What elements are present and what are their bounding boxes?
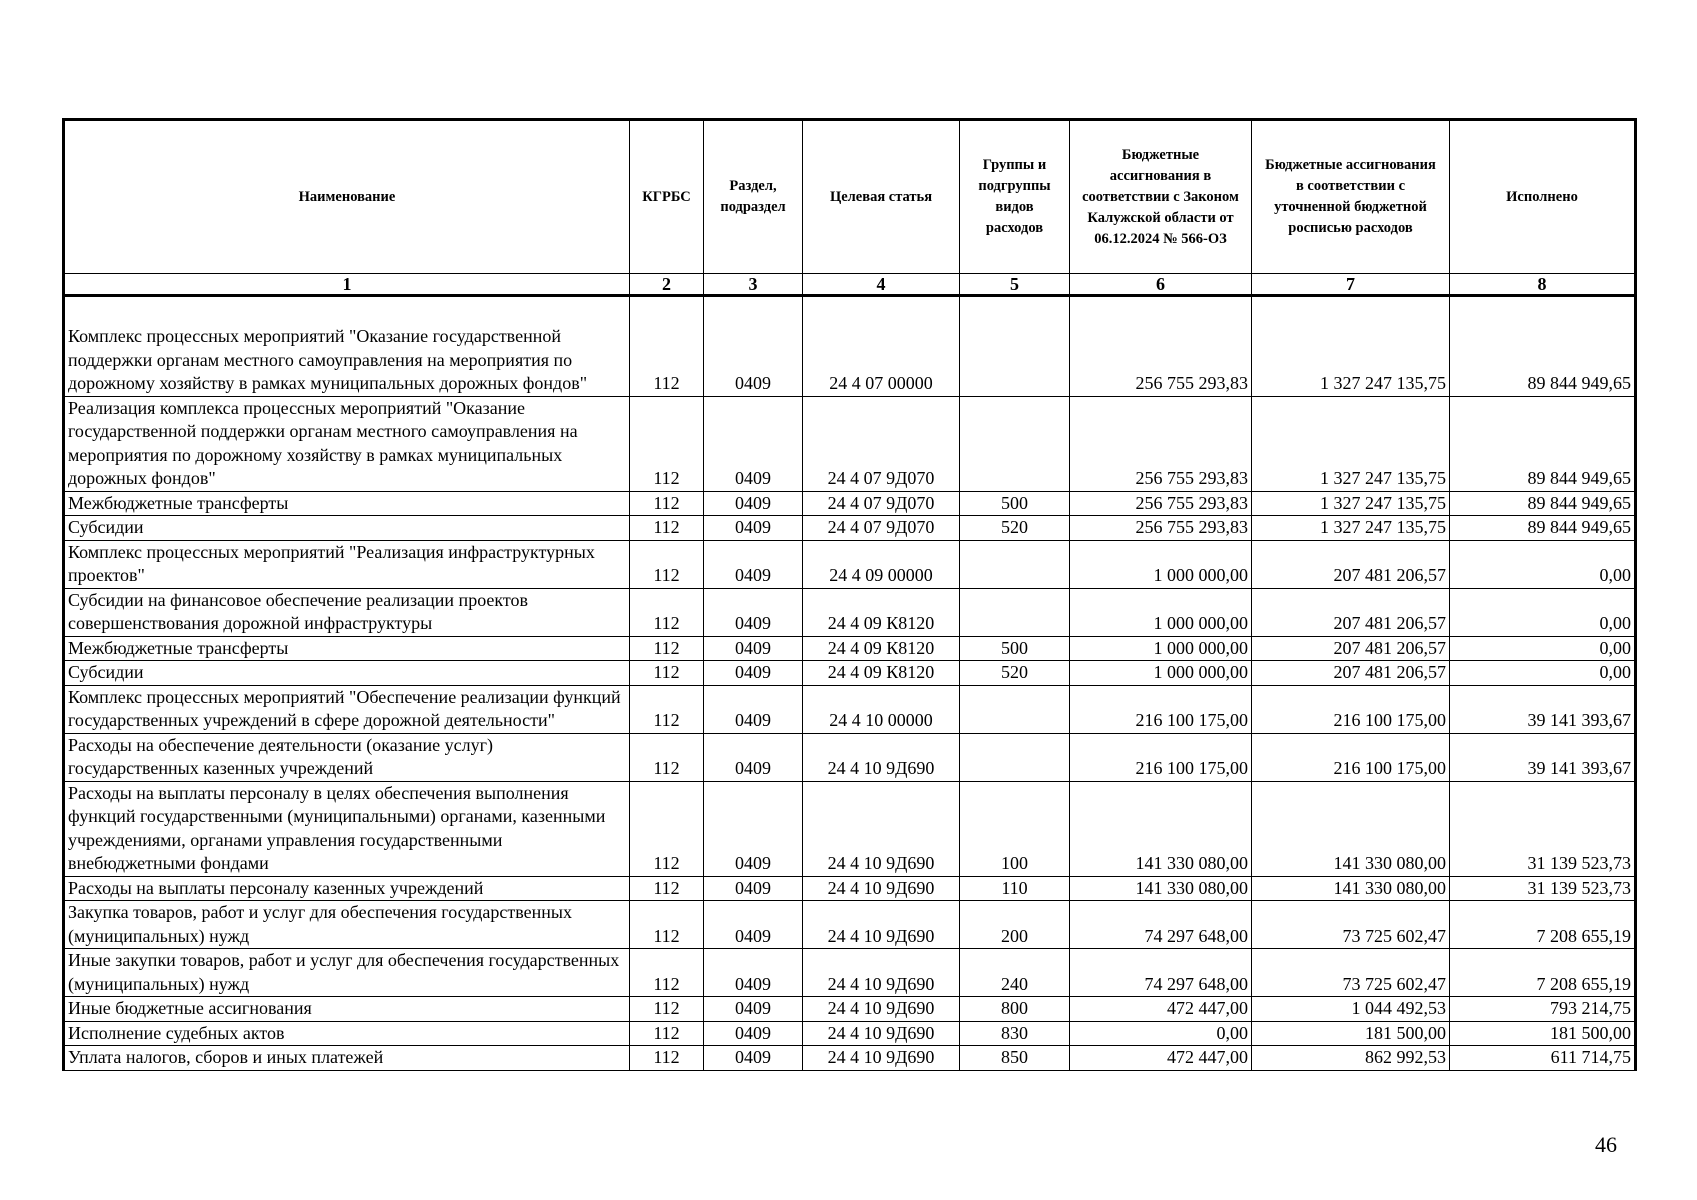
table-row: [64, 876, 1636, 901]
row-law-amount: 256 755 293,83: [1070, 516, 1252, 541]
table-row: [64, 516, 1636, 541]
row-refined-amount: 181 500,00: [1252, 1021, 1450, 1046]
row-section: 0409: [704, 661, 803, 686]
row-target: 24 4 07 9Д070: [803, 396, 960, 491]
row-target: 24 4 07 9Д070: [803, 491, 960, 516]
row-target: 24 4 09 К8120: [803, 636, 960, 661]
row-name: Исполнение судебных актов: [64, 1021, 630, 1046]
row-law-amount: 216 100 175,00: [1070, 733, 1252, 781]
row-executed-amount: 793 214,75: [1450, 997, 1636, 1022]
header-executed: Исполнено: [1450, 120, 1636, 274]
row-target: 24 4 10 9Д690: [803, 733, 960, 781]
row-refined-amount: 862 992,53: [1252, 1046, 1450, 1071]
row-kgrbs: 112: [630, 733, 704, 781]
page-number: 46: [1595, 1132, 1617, 1157]
row-group: 850: [960, 1046, 1070, 1071]
column-number: 6: [1070, 274, 1252, 296]
row-kgrbs: 112: [630, 661, 704, 686]
row-executed-amount: 31 139 523,73: [1450, 876, 1636, 901]
row-group: 100: [960, 781, 1070, 876]
row-kgrbs: 112: [630, 396, 704, 491]
row-kgrbs: 112: [630, 901, 704, 949]
row-executed-amount: 39 141 393,67: [1450, 733, 1636, 781]
row-executed-amount: 0,00: [1450, 661, 1636, 686]
row-name: Комплекс процессных мероприятий "Обеспечение реализации функций государственных учреждений в сфере дорожной деятельности": [64, 685, 630, 733]
row-law-amount: 1 000 000,00: [1070, 540, 1252, 588]
row-group: 520: [960, 516, 1070, 541]
row-kgrbs: 112: [630, 491, 704, 516]
row-refined-amount: 1 044 492,53: [1252, 997, 1450, 1022]
row-kgrbs: 112: [630, 588, 704, 636]
table-row: [64, 540, 1636, 588]
row-group: 830: [960, 1021, 1070, 1046]
row-section: 0409: [704, 516, 803, 541]
row-law-amount: 256 755 293,83: [1070, 296, 1252, 397]
header-row: [64, 120, 1636, 274]
row-name: Закупка товаров, работ и услуг для обеспечения государственных (муниципальных) нужд: [64, 901, 630, 949]
row-refined-amount: 1 327 247 135,75: [1252, 296, 1450, 397]
row-name: Комплекс процессных мероприятий "Оказание государственной поддержки органам местного самоуправления на мероприятия по дорожному хозяйству в рамках муниципальных дорожных фондов": [64, 296, 630, 397]
row-section: 0409: [704, 296, 803, 397]
column-number: 2: [630, 274, 704, 296]
row-executed-amount: 611 714,75: [1450, 1046, 1636, 1071]
row-kgrbs: 112: [630, 516, 704, 541]
header-target: Целевая статья: [803, 120, 960, 274]
row-target: 24 4 09 00000: [803, 540, 960, 588]
row-target: 24 4 09 К8120: [803, 661, 960, 686]
header-section: Раздел, подраздел: [704, 120, 803, 274]
row-group: 240: [960, 949, 1070, 997]
column-number: 4: [803, 274, 960, 296]
table-row: [64, 901, 1636, 949]
column-number: 5: [960, 274, 1070, 296]
column-number: 3: [704, 274, 803, 296]
row-law-amount: 256 755 293,83: [1070, 491, 1252, 516]
row-target: 24 4 07 9Д070: [803, 516, 960, 541]
row-kgrbs: 112: [630, 296, 704, 397]
row-refined-amount: 73 725 602,47: [1252, 949, 1450, 997]
row-law-amount: 1 000 000,00: [1070, 588, 1252, 636]
row-refined-amount: 1 327 247 135,75: [1252, 516, 1450, 541]
row-target: 24 4 10 9Д690: [803, 997, 960, 1022]
table-row: [64, 733, 1636, 781]
row-group: 500: [960, 636, 1070, 661]
row-kgrbs: 112: [630, 949, 704, 997]
row-law-amount: 472 447,00: [1070, 997, 1252, 1022]
row-name: Реализация комплекса процессных мероприятий "Оказание государственной поддержки органам местного самоуправления на мероприятия по дорожному хозяйству в рамках муниципальных дорожных фондов": [64, 396, 630, 491]
row-section: 0409: [704, 949, 803, 997]
header-kgrbs: КГРБС: [630, 120, 704, 274]
row-section: 0409: [704, 997, 803, 1022]
row-name: Иные закупки товаров, работ и услуг для обеспечения государственных (муниципальных) нужд: [64, 949, 630, 997]
row-executed-amount: 89 844 949,65: [1450, 396, 1636, 491]
row-section: 0409: [704, 636, 803, 661]
row-kgrbs: 112: [630, 997, 704, 1022]
row-section: 0409: [704, 1021, 803, 1046]
row-name: Субсидии: [64, 516, 630, 541]
column-number: 8: [1450, 274, 1636, 296]
column-number: 7: [1252, 274, 1450, 296]
column-number: 1: [64, 274, 630, 296]
row-law-amount: 472 447,00: [1070, 1046, 1252, 1071]
row-group: [960, 588, 1070, 636]
row-refined-amount: 207 481 206,57: [1252, 588, 1450, 636]
row-target: 24 4 10 9Д690: [803, 781, 960, 876]
row-name: Комплекс процессных мероприятий "Реализация инфраструктурных проектов": [64, 540, 630, 588]
header-law: Бюджетные ассигнования в соответствии с Законом Калужской области от 06.12.2024 № 566-ОЗ: [1070, 120, 1252, 274]
row-group: [960, 540, 1070, 588]
row-refined-amount: 141 330 080,00: [1252, 876, 1450, 901]
budget-table: [62, 118, 1637, 1071]
row-refined-amount: 216 100 175,00: [1252, 733, 1450, 781]
row-executed-amount: 89 844 949,65: [1450, 516, 1636, 541]
row-refined-amount: 1 327 247 135,75: [1252, 491, 1450, 516]
row-law-amount: 0,00: [1070, 1021, 1252, 1046]
row-group: 110: [960, 876, 1070, 901]
table-row: [64, 491, 1636, 516]
row-refined-amount: 73 725 602,47: [1252, 901, 1450, 949]
row-name: Уплата налогов, сборов и иных платежей: [64, 1046, 630, 1071]
row-target: 24 4 10 9Д690: [803, 1046, 960, 1071]
row-group: 520: [960, 661, 1070, 686]
table-row: [64, 1021, 1636, 1046]
row-name: Расходы на обеспечение деятельности (оказание услуг) государственных казенных учреждений: [64, 733, 630, 781]
row-kgrbs: 112: [630, 540, 704, 588]
row-executed-amount: 89 844 949,65: [1450, 296, 1636, 397]
row-section: 0409: [704, 876, 803, 901]
header-refined: Бюджетные ассигнования в соответствии с уточненной бюджетной росписью расходов: [1252, 120, 1450, 274]
table-row: [64, 588, 1636, 636]
row-target: 24 4 10 9Д690: [803, 1021, 960, 1046]
row-name: Субсидии на финансовое обеспечение реализации проектов совершенствования дорожной инфраструктуры: [64, 588, 630, 636]
row-target: 24 4 10 9Д690: [803, 876, 960, 901]
row-name: Межбюджетные трансферты: [64, 491, 630, 516]
row-kgrbs: 112: [630, 1046, 704, 1071]
row-target: 24 4 09 К8120: [803, 588, 960, 636]
row-law-amount: 74 297 648,00: [1070, 949, 1252, 997]
row-refined-amount: 216 100 175,00: [1252, 685, 1450, 733]
table-row: [64, 661, 1636, 686]
row-group: [960, 733, 1070, 781]
row-kgrbs: 112: [630, 876, 704, 901]
row-section: 0409: [704, 901, 803, 949]
row-law-amount: 1 000 000,00: [1070, 636, 1252, 661]
row-law-amount: 256 755 293,83: [1070, 396, 1252, 491]
row-executed-amount: 39 141 393,67: [1450, 685, 1636, 733]
row-executed-amount: 181 500,00: [1450, 1021, 1636, 1046]
row-section: 0409: [704, 685, 803, 733]
row-law-amount: 141 330 080,00: [1070, 876, 1252, 901]
row-executed-amount: 89 844 949,65: [1450, 491, 1636, 516]
table-row: [64, 997, 1636, 1022]
table-row: [64, 396, 1636, 491]
row-law-amount: 1 000 000,00: [1070, 661, 1252, 686]
table-row: [64, 296, 1636, 397]
row-target: 24 4 10 00000: [803, 685, 960, 733]
row-target: 24 4 10 9Д690: [803, 949, 960, 997]
row-name: Иные бюджетные ассигнования: [64, 997, 630, 1022]
row-refined-amount: 141 330 080,00: [1252, 781, 1450, 876]
row-group: 200: [960, 901, 1070, 949]
row-group: 500: [960, 491, 1070, 516]
row-group: [960, 296, 1070, 397]
row-group: [960, 685, 1070, 733]
row-law-amount: 216 100 175,00: [1070, 685, 1252, 733]
header-group: Группы и подгруппы видов расходов: [960, 120, 1070, 274]
row-law-amount: 74 297 648,00: [1070, 901, 1252, 949]
row-kgrbs: 112: [630, 685, 704, 733]
table-row: [64, 781, 1636, 876]
row-executed-amount: 0,00: [1450, 588, 1636, 636]
row-name: Субсидии: [64, 661, 630, 686]
row-section: 0409: [704, 588, 803, 636]
row-kgrbs: 112: [630, 1021, 704, 1046]
row-refined-amount: 207 481 206,57: [1252, 661, 1450, 686]
row-executed-amount: 31 139 523,73: [1450, 781, 1636, 876]
row-executed-amount: 7 208 655,19: [1450, 949, 1636, 997]
table-row: [64, 636, 1636, 661]
table-row: [64, 1046, 1636, 1071]
row-target: 24 4 07 00000: [803, 296, 960, 397]
row-target: 24 4 10 9Д690: [803, 901, 960, 949]
row-section: 0409: [704, 781, 803, 876]
header-name: Наименование: [64, 120, 630, 274]
row-section: 0409: [704, 1046, 803, 1071]
row-refined-amount: 1 327 247 135,75: [1252, 396, 1450, 491]
row-executed-amount: 7 208 655,19: [1450, 901, 1636, 949]
row-group: [960, 396, 1070, 491]
row-name: Расходы на выплаты персоналу в целях обеспечения выполнения функций государственными (муниципальными) органами, казенными учреждениями, органами управления государственными внебюджетными фондами: [64, 781, 630, 876]
row-executed-amount: 0,00: [1450, 540, 1636, 588]
table-row: [64, 949, 1636, 997]
row-section: 0409: [704, 733, 803, 781]
row-law-amount: 141 330 080,00: [1070, 781, 1252, 876]
row-name: Межбюджетные трансферты: [64, 636, 630, 661]
table-row: [64, 685, 1636, 733]
row-kgrbs: 112: [630, 781, 704, 876]
row-section: 0409: [704, 540, 803, 588]
row-name: Расходы на выплаты персоналу казенных учреждений: [64, 876, 630, 901]
row-group: 800: [960, 997, 1070, 1022]
row-refined-amount: 207 481 206,57: [1252, 636, 1450, 661]
row-executed-amount: 0,00: [1450, 636, 1636, 661]
row-refined-amount: 207 481 206,57: [1252, 540, 1450, 588]
row-kgrbs: 112: [630, 636, 704, 661]
row-section: 0409: [704, 491, 803, 516]
column-number-row: [64, 274, 1636, 296]
row-section: 0409: [704, 396, 803, 491]
